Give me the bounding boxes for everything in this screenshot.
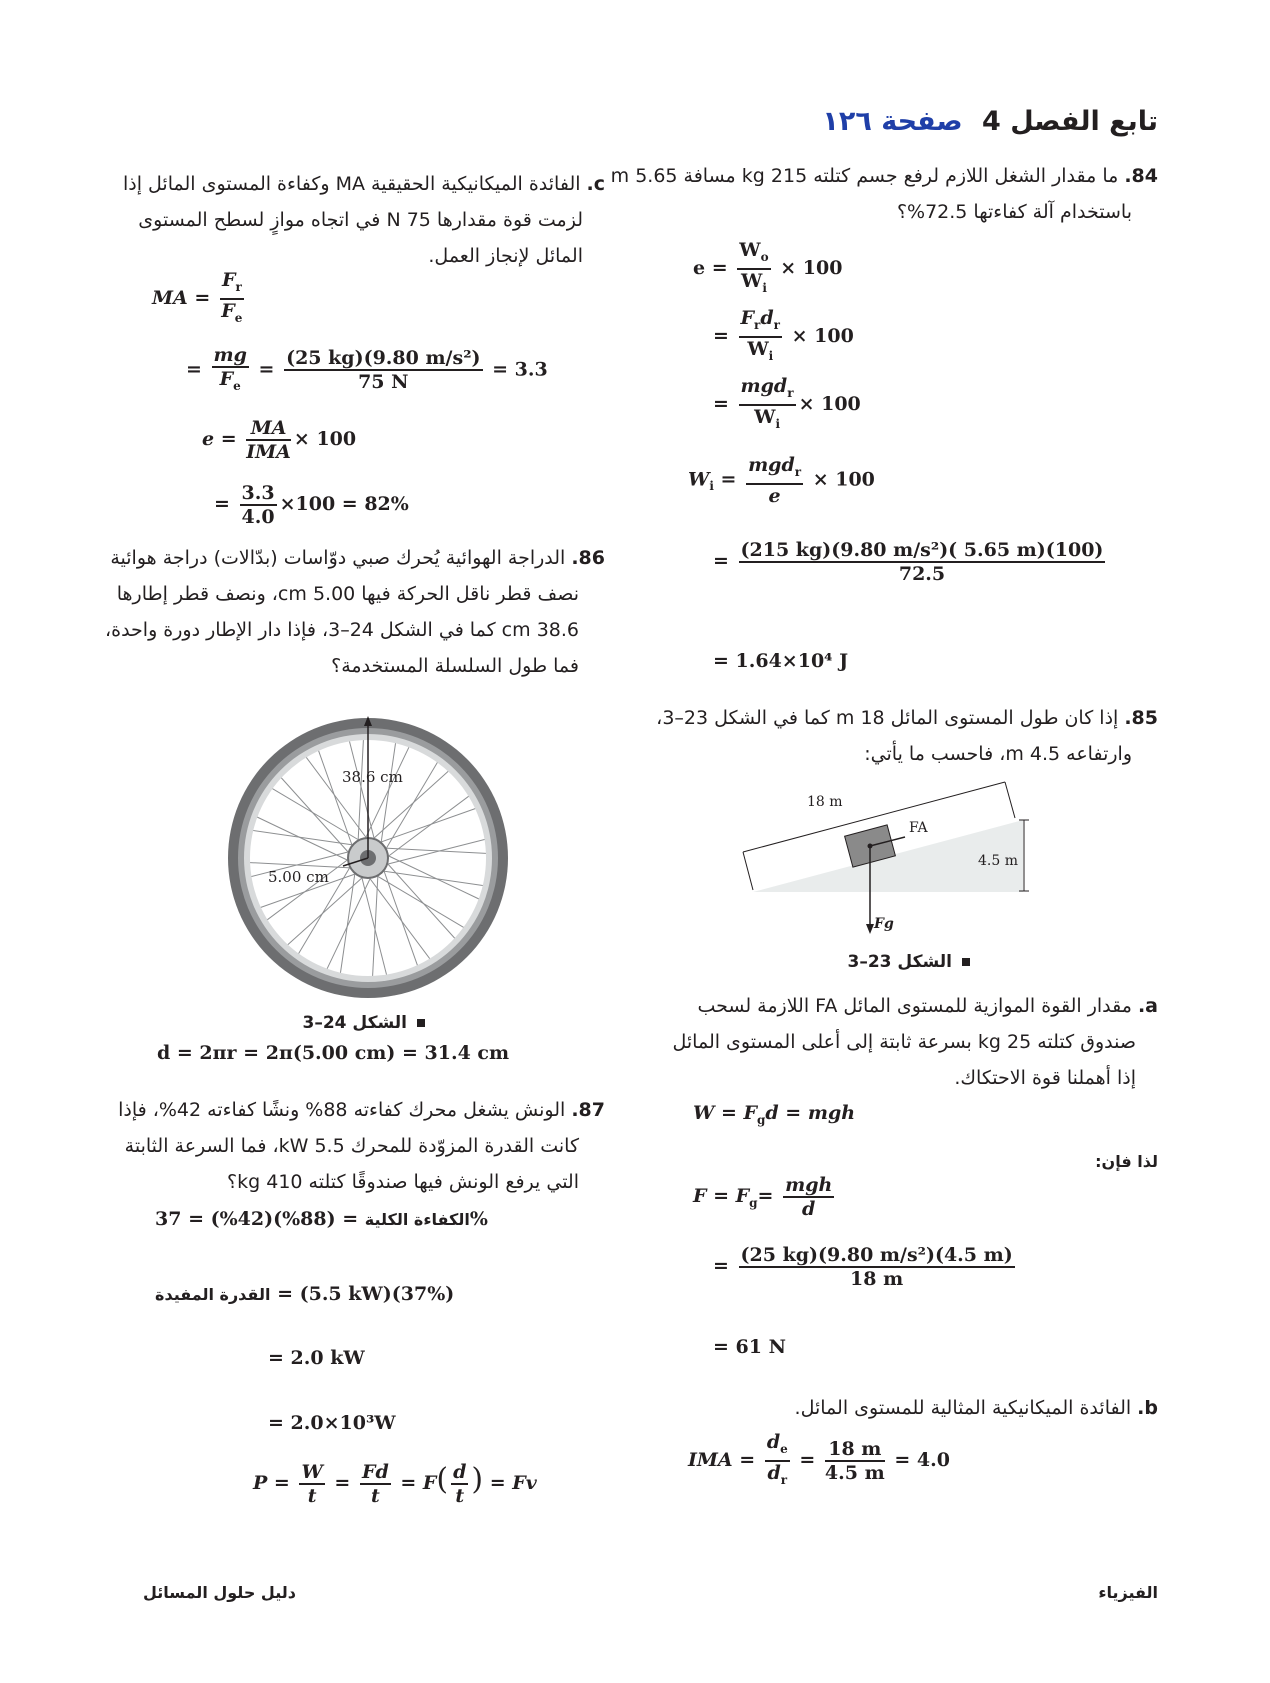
useful-power-w: = 2.0×10³W: [268, 1412, 396, 1434]
answer-85a: = 61 N: [713, 1336, 786, 1358]
footer-left: دليل حلول المسائل: [143, 1583, 296, 1602]
total-efficiency-label: الكفاءة الكلية: [364, 1210, 470, 1229]
length-label: 18 m: [807, 794, 843, 810]
problem-number: 87.: [571, 1099, 605, 1121]
efficiency-equation-c: e = $\frac{MA}{\text{IMA}}$ × 100: [202, 417, 357, 463]
inclined-plane-figure: [735, 770, 1075, 940]
chapter-title: تابع الفصل 4: [982, 106, 1158, 137]
numerator: (25 kg)(9.80 m/s²): [286, 347, 481, 370]
problem-text-line: 38.6 cm كما في الشكل 24–3، فإذا دار الإطار دورة واحدة،: [105, 619, 579, 641]
problem-text-line: باستخدام آلة كفاءتها 72.5%؟: [896, 201, 1132, 223]
fg-label: Fg: [874, 916, 894, 932]
answer-86: d = 2πr = 2π(5.00 cm) = 31.4 cm: [157, 1042, 510, 1064]
problem-text-line: نصف قطر ناقل الحركة فيها 5.00 cm، ونصف قطر إطارها: [116, 583, 579, 605]
numerator: (25 kg)(9.80 m/s²)(4.5 m): [740, 1244, 1013, 1266]
part-label: c.: [586, 173, 605, 195]
numerator: (215 kg)(9.80 m/s²)( 5.65 m)(100): [740, 539, 1104, 561]
problem-85b: [598, 1390, 1158, 1426]
problem-text-line: إذا أهملنا قوة الاحتكاك.: [954, 1067, 1136, 1089]
problem-text-line: الفائدة الميكانيكية المثالية للمستوى المائل.: [794, 1397, 1132, 1419]
input-work-equation: $W_i$ = $\frac{mgd_r}{e}$ × 100: [688, 454, 875, 507]
efficiency-step-2: = $\frac{F_rd_r}{W_i}$ × 100: [713, 307, 854, 363]
problem-85a: [598, 988, 1158, 1096]
page-reference: صفحة ١٢٦: [822, 106, 963, 137]
useful-power-equation: القدرة المفيدة = (5.5 kW)(37%): [155, 1283, 455, 1305]
problem-text-line: لزمت قوة مقدارها 75 N في اتجاه موازٍ لسطح المستوى: [138, 209, 583, 231]
useful-power-kw: = 2.0 kW: [268, 1347, 365, 1369]
efficiency-result-c: = $\frac{3.3}{4.0}$ ×100 = 82%: [214, 482, 409, 528]
fa-label: FA: [909, 820, 928, 836]
denominator: 72.5: [898, 563, 946, 585]
figure-caption: الشكل 23–3: [847, 952, 970, 972]
figure-caption: الشكل 24–3: [302, 1013, 425, 1033]
problem-text-line: الفائدة الميكانيكية الحقيقية MA وكفاءة المستوى المائل إذا: [122, 173, 581, 195]
problem-85: [598, 700, 1158, 772]
problem-number: 84.: [1124, 165, 1158, 187]
footer-right: الفيزياء: [1098, 1583, 1158, 1602]
part-label: a.: [1137, 995, 1158, 1017]
total-efficiency-equation: الكفاءة الكلية = (88%)(42%) = 37%: [155, 1208, 488, 1230]
answer-84: = 1.64×10⁴ J: [713, 650, 849, 672]
outer-radius-label: 38.6 cm: [342, 768, 403, 786]
denominator: 18 m: [850, 1268, 904, 1290]
problem-text-line: التي يرفع الونش فيها صندوقًا كتلته 410 kg؟: [227, 1171, 579, 1193]
bicycle-wheel-figure: [218, 708, 518, 1008]
problem-text-line: الونش يشغل محرك كفاءته 88% ونشًا كفاءته 42%، فإذا: [118, 1099, 566, 1121]
problem-86: [105, 540, 605, 684]
ma-substitution: = $\frac{mg}{F_e}$ = $\frac{\text{(25 kg)(9.80 m/s²)}}{75 N}$ = 3.3: [186, 344, 548, 394]
problem-text-line: كانت القدرة المزوّدة للمحرك 5.5 kW، فما السرعة الثابتة: [124, 1135, 579, 1157]
inner-radius-label: 5.00 cm: [268, 868, 329, 886]
part-label: b.: [1137, 1397, 1158, 1419]
ima-equation: IMA = $\frac{d_e}{d_r}$ = $\frac{18 m}{4.5 m}$ = 4.0: [688, 1431, 950, 1487]
problem-text-line: مقدار القوة الموازية للمستوى المائل FA اللازمة لسحب: [697, 995, 1132, 1017]
caption-square-icon: [417, 1019, 425, 1027]
problem-text-line: ما مقدار الشغل اللازم لرفع جسم كتلته 215 kg مسافة 5.65 m: [610, 165, 1119, 187]
problem-85c: [105, 166, 605, 274]
force-substitution: = $\frac{\text{(25 kg)(9.80 m/s²)(4.5 m)}}{18 m}$: [713, 1244, 1013, 1290]
useful-power-label: القدرة المفيدة: [155, 1285, 271, 1304]
efficiency-equation: e = $\frac{W_o}{W_i}$ × 100: [693, 239, 843, 295]
problem-number: 86.: [571, 547, 605, 569]
force-equation: $F = F_g=$ $\frac{\text{mgh}}{d}$: [693, 1174, 833, 1220]
denominator: 75 N: [358, 371, 409, 394]
problem-text-line: المائل لإنجاز العمل.: [428, 245, 583, 267]
chapter-header: [822, 106, 1158, 137]
input-work-substitution: = $\frac{\text{(215 kg)(9.80 m/s²)( 5.65 m)(100)}}{72.5}$: [713, 539, 1104, 585]
problem-text-line: فما طول السلسلة المستخدمة؟: [331, 655, 579, 677]
therefore-label: لذا فإن:: [1095, 1152, 1158, 1171]
caption-square-icon: [962, 958, 970, 966]
problem-text-line: وارتفاعه 4.5 m، فاحسب ما يأتي:: [864, 743, 1132, 765]
problem-number: 85.: [1124, 707, 1158, 729]
problem-text-line: صندوق كتلته 25 kg بسرعة ثابتة إلى أعلى المستوى المائل: [672, 1031, 1136, 1053]
height-label: 4.5 m: [978, 853, 1018, 869]
power-velocity-equation: P = $\frac{W}{t}$ = $\frac{Fd}{t}$ = F( $\frac{d}{t}$ ) = Fv: [253, 1461, 537, 1507]
ma-equation: MA = $\frac{F_r}{F_e}$: [152, 269, 243, 325]
work-equation: $W = F_gd$ = mgh: [693, 1102, 856, 1127]
problem-text-line: إذا كان طول المستوى المائل 18 m كما في الشكل 23–3،: [656, 707, 1119, 729]
problem-87: [105, 1092, 605, 1200]
efficiency-step-3: = $\frac{mgd_r}{W_i}$ × 100: [713, 375, 861, 431]
problem-text-line: الدراجة الهوائية يُحرك صبي دوّاسات (بدّالات) دراجة هوائية: [110, 547, 566, 569]
problem-84: [598, 158, 1158, 230]
